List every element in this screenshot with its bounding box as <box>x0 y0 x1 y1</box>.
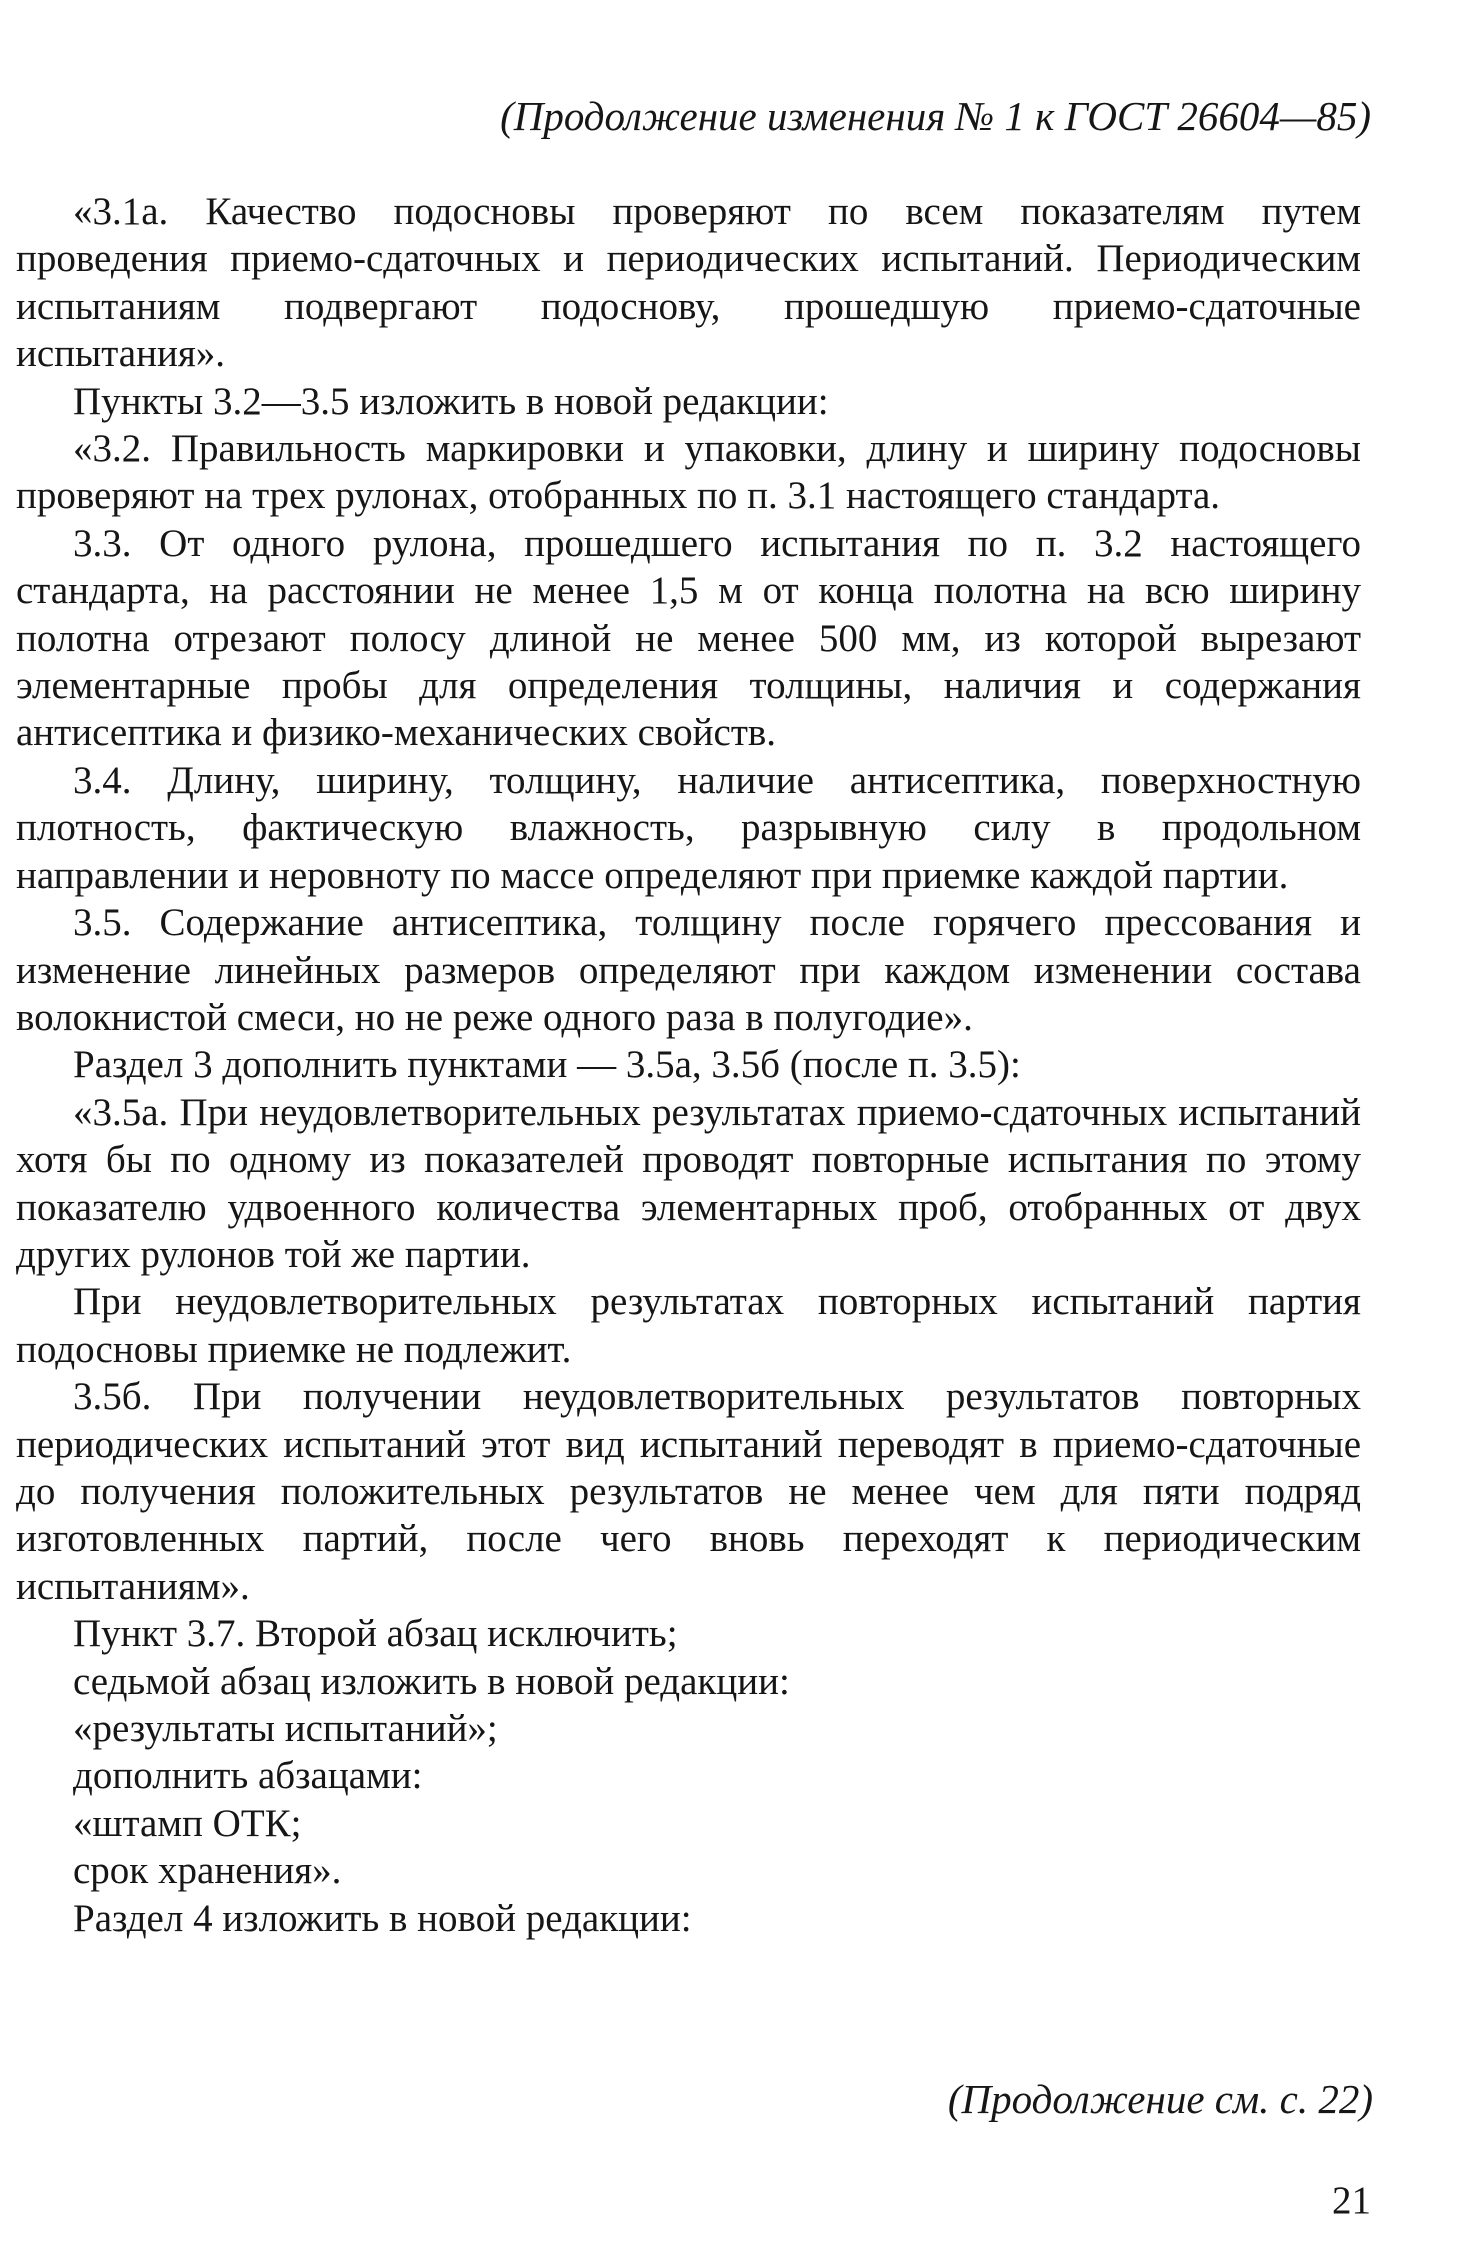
header-continuation: (Продолжение изменения № 1 к ГОСТ 26604—85) <box>500 93 1371 139</box>
paragraph-otk-stamp: «штамп ОТК; <box>73 1801 302 1845</box>
paragraph-shelf-life: срок хранения». <box>73 1849 342 1893</box>
paragraph-test-results: «результаты испытаний»; <box>73 1707 498 1750</box>
paragraph-3-3: 3.3. От одного рулона, прошедшего испытания по п. 3.2 настоящего стандарта, на расстоянии не менее 1,5 м от конца полотна на всю ширину полотна отрезают полосу длиной не менее 500 мм, из которой вырезают элементарные пробы для определения толщины, наличия и содержания антисептика и физико-механических свойств. <box>16 521 1361 755</box>
paragraph-repeat-tests: При неудовлетворительных результатах повторных испытаний партия подосновы приемке не подлежит. <box>16 1280 1361 1371</box>
paragraph-item-3-7: Пункт 3.7. Второй абзац исключить; <box>73 1612 678 1656</box>
paragraph-items-3-2-3-5-intro: Пункты 3.2—3.5 изложить в новой редакции: <box>73 379 829 423</box>
body-text <box>16 188 1361 1942</box>
paragraph-3-5: 3.5. Содержание антисептика, толщину после горячего прессования и изменение линейных размеров определяют при каждом изменении состава волокнистой смеси, но не реже одного раза в полугодие». <box>16 901 1361 1039</box>
footer-continuation: (Продолжение см. с. 22) <box>947 2076 1373 2122</box>
paragraph-3-5a: «3.5а. При неудовлетворительных результатах приемо-сдаточных испытаний хотя бы по одному из показателей проводят повторные испытания по этому показателю удвоенного количества элементарных проб, отобранных от двух других рулонов той же партии. <box>16 1090 1361 1276</box>
paragraph-add-abzacs: дополнить абзацами: <box>73 1754 423 1798</box>
paragraph-3-4: 3.4. Длину, ширину, толщину, наличие антисептика, поверхностную плотность, фактическую влажность, разрывную силу в продольном направлении и неровноту по массе определяют при приемке каждой партии. <box>16 758 1361 897</box>
paragraph-section-4-intro: Раздел 4 изложить в новой редакции: <box>73 1896 692 1940</box>
page-number: 21 <box>1332 2179 1371 2222</box>
paragraph-section-3-addition: Раздел 3 дополнить пунктами — 3.5а, 3.5б (после п. 3.5): <box>73 1043 1021 1087</box>
paragraph-seventh-abzac: седьмой абзац изложить в новой редакции: <box>73 1659 790 1703</box>
paragraph-3-2: «3.2. Правильность маркировки и упаковки, длину и ширину подосновы проверяют на трех рулонах, отобранных по п. 3.1 настоящего стандарта. <box>16 427 1361 518</box>
paragraph-3-5b: 3.5б. При получении неудовлетворительных результатов повторных периодических испытаний этот вид испытаний переводят в приемо-сдаточные до получения положительных результатов не менее чем для пяти подряд изготовленных партий, после чего вновь переходят к периодическим испытаниям». <box>16 1375 1361 1608</box>
paragraph-3-1a: «3.1а. Качество подосновы проверяют по всем показателям путем проведения приемо-сдаточных и периодических испытаний. Периодическим испытаниям подвергают подоснову, прошедшую приемо-сдаточные испытания». <box>16 190 1361 376</box>
